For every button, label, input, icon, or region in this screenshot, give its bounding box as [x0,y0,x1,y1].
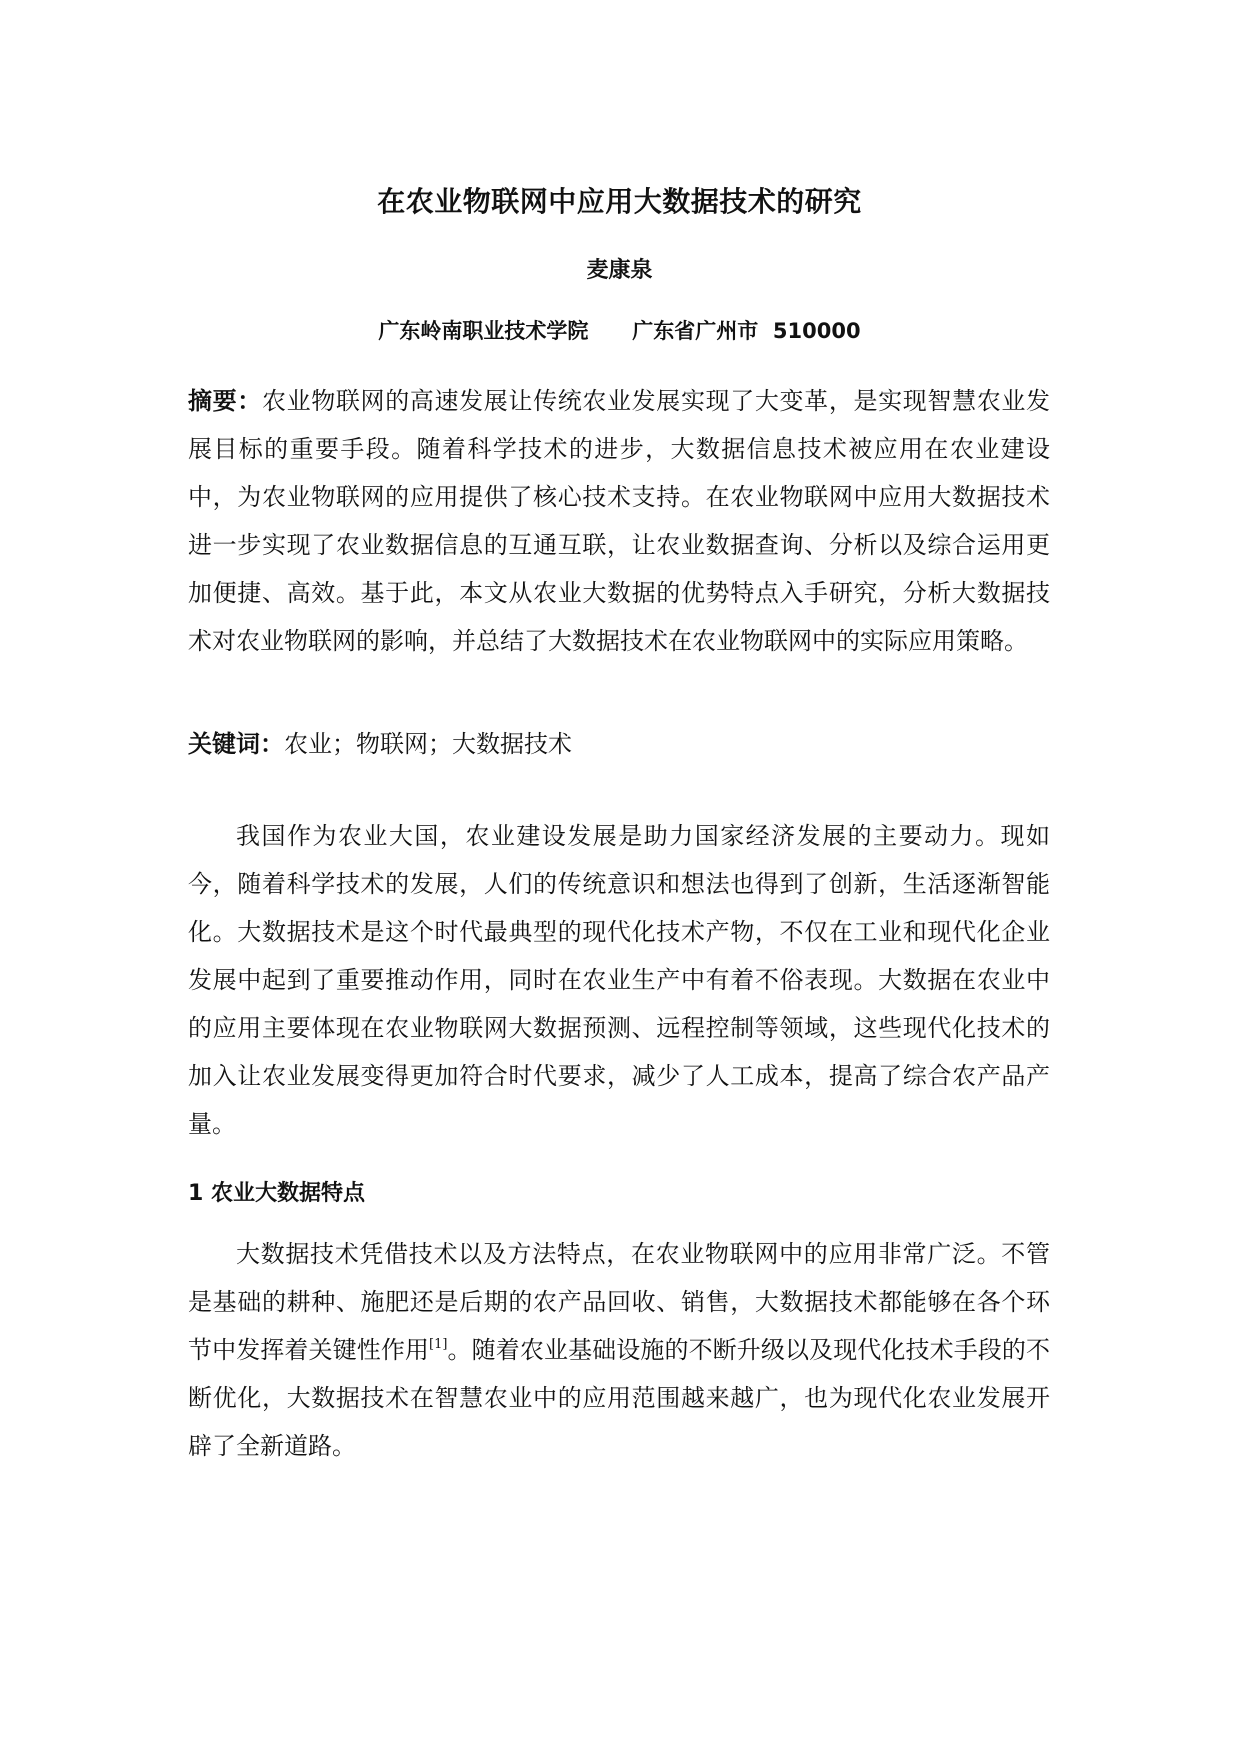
intro-paragraph: 我国作为农业大国，农业建设发展是助力国家经济发展的主要动力。现如今，随着科学技术的发展，人们的传统意识和想法也得到了创新，生活逐渐智能化。大数据技术是这个时代最典型的现代化技术产物，不仅在工业和现代化企业发展中起到了重要推动作用，同时在农业生产中有着不俗表现。大数据在农业中的应用主要体现在农业物联网大数据预测、远程控制等领域，这些现代化技术的加入让农业发展变得更加符合时代要求，减少了人工成本，提高了综合农产品产量。 [188,822,1050,1138]
section-1-text-part2: 。随着农业基础设施的不断升级以及现代化技术手段的不断优化，大数据技术在智慧农业中的应用范围越来越广，也为现代化农业发展开辟了全新道路。 [188,1336,1051,1460]
section-1-body [188,1230,1050,1470]
section-heading: 1 农业大数据特点 [188,1181,365,1206]
section-1-heading-block [188,1170,1050,1218]
intro-block [188,812,1050,1148]
keywords-paragraph [188,720,1050,768]
abstract-block [188,377,1050,665]
keywords-text: 农业；物联网；大数据技术 [284,730,572,758]
abstract-label: 摘要： [188,387,262,415]
section-1-text-part1: 大数据技术凭借技术以及方法特点，在农业物联网中的应用非常广泛。不管是基础的耕种、施肥还是后期的农产品回收、销售，大数据技术都能够在各个环节中发挥着关键性作用 [188,1240,1050,1364]
citation-marker[interactable]: [1] [429,1337,448,1352]
keywords-label: 关键词： [188,730,284,758]
keywords-block [188,720,1050,768]
author-name: 麦康泉 [586,258,653,283]
section-1-paragraph [188,1230,1050,1470]
abstract-paragraph [188,377,1050,665]
paper-title: 在农业物联网中应用大数据技术的研究 [377,185,862,218]
author-affiliation: 广东岭南职业技术学院 广东省广州市 510000 [378,319,861,343]
abstract-text: 农业物联网的高速发展让传统农业发展实现了大变革，是实现智慧农业发展目标的重要手段。随着科学技术的进步，大数据信息技术被应用在农业建设中，为农业物联网的应用提供了核心技术支持。在农业物联网中应用大数据技术进一步实现了农业数据信息的互通互联，让农业数据查询、分析以及综合运用更加便捷、高效。基于此，本文从农业大数据的优势特点入手研究，分析大数据技术对农业物联网的影响，并总结了大数据技术在农业物联网中的实际应用策略。 [188,387,1051,655]
